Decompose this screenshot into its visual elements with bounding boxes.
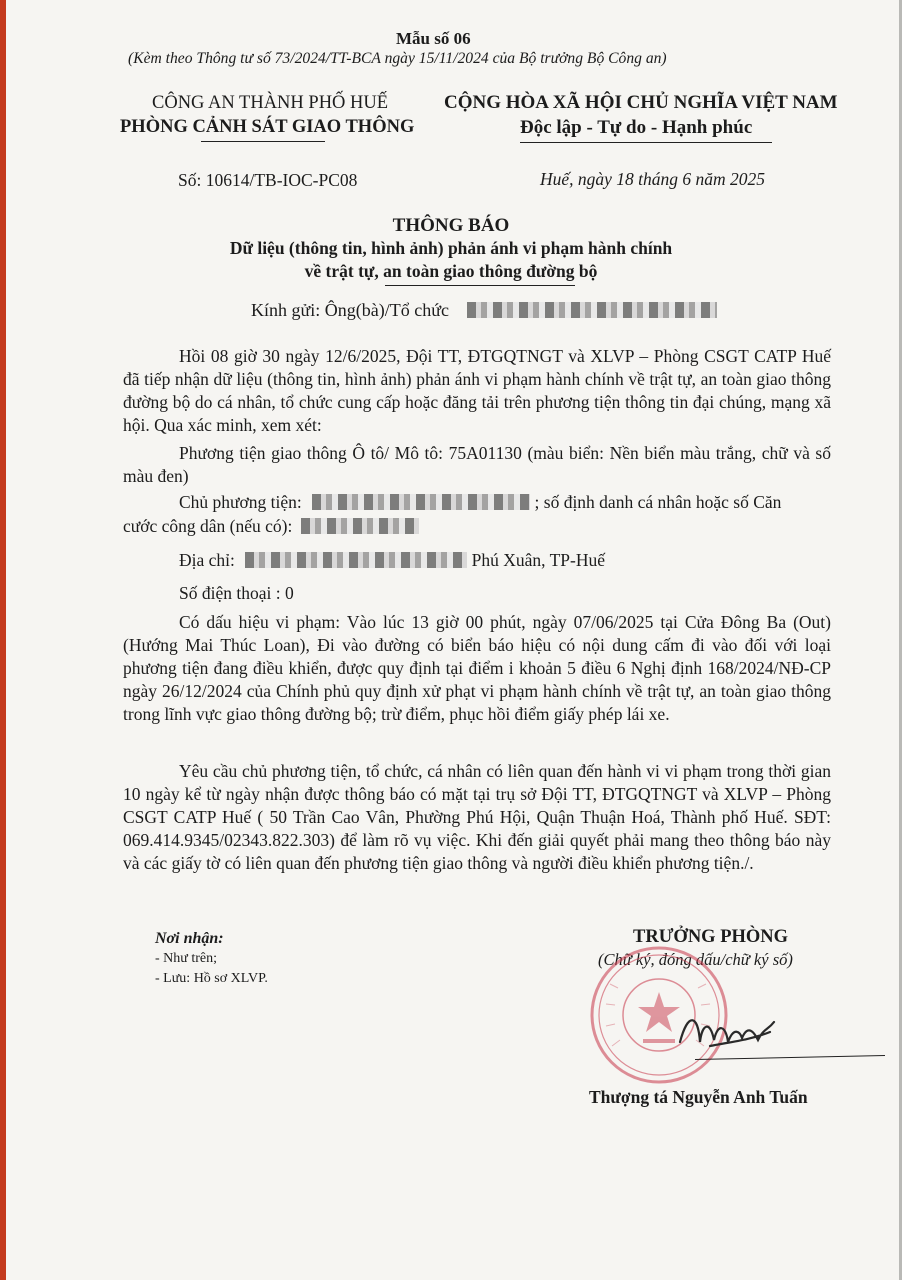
owner-line	[179, 492, 781, 513]
recipient-item: - Lưu: Hồ sơ XLVP.	[155, 971, 268, 986]
signature-note: (Chữ ký, đóng dấu/chữ ký số)	[598, 950, 793, 969]
address-city: Phú Xuân, TP-Huế	[471, 550, 605, 570]
notice-subtitle-line2: về trật tự, an toàn giao thông đường bộ	[304, 261, 598, 281]
redacted-recipient	[467, 302, 717, 318]
agency-parent: CÔNG AN THÀNH PHỐ HUẾ	[152, 93, 389, 113]
nation-motto: Độc lập - Tự do - Hạnh phúc	[520, 117, 753, 138]
recipient-line	[251, 300, 717, 321]
document-number: Số: 10614/TB-IOC-PC08	[178, 170, 358, 190]
paragraph-request: Yêu cầu chủ phương tiện, tổ chức, cá nhân có liên quan đến hành vi vi phạm trong thời gian 10 ngày kể từ ngày nhận được thông báo có mặt tại trụ sở Đội TT, ĐTGQTNGT và XLVP – Phòng CSGT CATP Huế ( 50 Trần Cao Vân, Phường Phú Hội, Quận Thuận Hoá, Thành phố Huế. SĐT: 069.414.9345/02343.822.303) để làm rõ vụ việc. Khi đến giải quyết phải mang theo thông báo này và các giấy tờ có liên quan đến phương tiện giao thông và người điều khiển phương tiện./.	[123, 761, 831, 873]
nation-title: CỘNG HÒA XÃ HỘI CHỦ NGHĨA VIỆT NAM	[444, 92, 838, 113]
signer-name: Thượng tá Nguyễn Anh Tuấn	[589, 1087, 808, 1107]
notice-subtitle-line1: Dữ liệu (thông tin, hình ảnh) phản ánh vi phạm hành chính	[229, 238, 673, 258]
recipient-item: - Như trên;	[155, 951, 218, 966]
owner-id-line	[123, 516, 419, 537]
place-date: Huế, ngày 18 tháng 6 năm 2025	[540, 169, 766, 189]
handwritten-signature	[670, 1002, 790, 1062]
paragraph-violation: Có dấu hiệu vi phạm: Vào lúc 13 giờ 00 phút, ngày 07/06/2025 tại Cửa Đông Ba (Out) (Hướng Mai Thúc Loan), Đi vào đường có biển báo hiệu có nội dung cấm đi vào đối với loại phương tiện đang điều khiển, được quy định tại điểm i khoản 5 điều 6 Nghị định 168/2024/NĐ-CP ngày 26/12/2024 của Chính phủ quy định xử phạt vi phạm hành chính về trật tự, an toàn giao thông trong lĩnh vực giao thông đường bộ; trừ điểm, phục hồi điểm giấy phép lái xe.	[123, 612, 831, 724]
phone-line: Số điện thoại : 0	[179, 583, 294, 603]
owner-id-label: ; số định danh cá nhân hoặc số Căn	[534, 492, 782, 512]
address-line	[179, 550, 605, 571]
paragraph-vehicle: Phương tiện giao thông Ô tô/ Mô tô: 75A01130 (màu biển: Nền biển màu trắng, chữ và số màu đen)	[123, 443, 831, 486]
owner-id-label-2: cước công dân (nếu có):	[123, 516, 293, 536]
agency-underline	[201, 141, 325, 142]
heading-underline	[385, 285, 575, 286]
paragraph-received: Hồi 08 giờ 30 ngày 12/6/2025, Đội TT, ĐTGQTNGT và XLVP – Phòng CSGT CATP Huế đã tiếp nhận dữ liệu (thông tin, hình ảnh) phản ánh vi phạm hành chính về trật tự, an toàn giao thông đường bộ do cá nhân, tổ chức cung cấp hoặc đăng tải trên phương tiện thông tin đại chúng, mạng xã hội. Qua xác minh, xem xét:	[123, 346, 831, 435]
owner-label: Chủ phương tiện:	[179, 492, 302, 512]
redacted-owner-name	[312, 494, 530, 510]
recipients-label: Nơi nhận:	[155, 930, 224, 947]
recipient-label: Kính gửi: Ông(bà)/Tổ chức	[251, 300, 449, 320]
agency-office: PHÒNG CẢNH SÁT GIAO THÔNG	[120, 117, 415, 137]
redacted-owner-id	[301, 518, 419, 534]
motto-underline	[520, 142, 772, 143]
signer-role: TRƯỞNG PHÒNG	[633, 927, 789, 947]
redacted-address	[245, 552, 467, 568]
address-label: Địa chỉ:	[179, 550, 235, 570]
form-number: Mẫu số 06	[396, 29, 471, 48]
form-attachment-note: (Kèm theo Thông tư số 73/2024/TT-BCA ngày 15/11/2024 của Bộ trưởng Bộ Công an)	[128, 50, 667, 67]
notice-title: THÔNG BÁO	[392, 215, 510, 236]
